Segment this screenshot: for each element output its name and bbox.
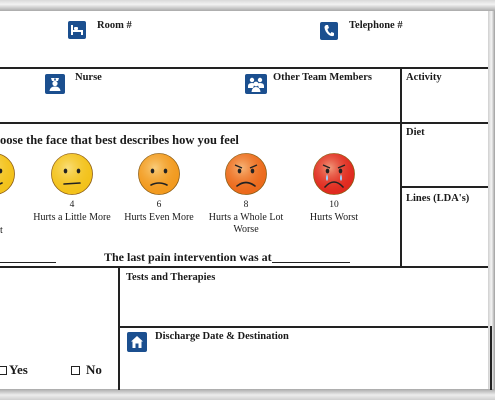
pain-face-description: Hurts Even More xyxy=(124,212,194,223)
telephone-label: Telephone # xyxy=(349,20,403,31)
pain-face-4 xyxy=(50,152,94,196)
other-team-members-label: Other Team Members xyxy=(273,72,372,83)
frame-top-rail xyxy=(0,0,495,11)
pain-score-blank[interactable] xyxy=(0,262,56,263)
pain-face-description: Hurts Worst xyxy=(309,212,359,223)
divider-tests xyxy=(120,326,488,328)
divider-diet xyxy=(402,186,488,188)
pain-face-8 xyxy=(224,152,268,196)
pain-face-number: 6 xyxy=(156,200,162,210)
divider-pain xyxy=(0,266,488,268)
lines-label: Lines (LDA's) xyxy=(406,193,470,204)
pain-face-10 xyxy=(312,152,356,196)
last-intervention-blank[interactable] xyxy=(272,262,350,263)
activity-label: Activity xyxy=(406,72,442,83)
room-label: Room # xyxy=(97,20,132,31)
pain-face-description: t xyxy=(0,225,3,236)
pain-face-partial xyxy=(0,152,16,196)
divider-activity xyxy=(402,122,488,124)
divider-lower-left xyxy=(118,266,120,390)
frame-bottom-rail xyxy=(0,389,495,400)
no-label: No xyxy=(86,362,102,377)
divider-right-column xyxy=(400,67,402,267)
divider-care-team xyxy=(0,122,402,124)
pain-face-number: 8 xyxy=(243,200,249,210)
diet-label: Diet xyxy=(406,127,425,138)
last-intervention-label: The last pain intervention was at xyxy=(104,250,272,264)
team-members-icon xyxy=(245,74,267,94)
discharge-label: Discharge Date & Destination xyxy=(155,331,289,342)
nurse-label: Nurse xyxy=(75,72,102,83)
tests-and-therapies-label: Tests and Therapies xyxy=(126,272,216,283)
yes-label: Yes xyxy=(9,362,28,377)
no-checkbox[interactable] xyxy=(71,366,80,375)
nurse-icon xyxy=(45,74,65,94)
yes-checkbox[interactable] xyxy=(0,366,7,375)
home-icon xyxy=(127,332,147,352)
divider-lower-right xyxy=(490,326,492,390)
pain-face-description: Hurts a Whole Lot Worse xyxy=(208,212,284,235)
pain-face-number: 10 xyxy=(329,200,339,210)
divider-header xyxy=(0,67,488,69)
pain-scale-prompt: oose the face that best describes how you feel xyxy=(0,133,239,147)
hospital-bed-icon xyxy=(68,21,86,39)
pain-face-description: Hurts a Little More xyxy=(33,212,111,223)
pain-face-number: 4 xyxy=(69,200,75,210)
telephone-icon xyxy=(320,22,338,40)
pain-face-6 xyxy=(137,152,181,196)
